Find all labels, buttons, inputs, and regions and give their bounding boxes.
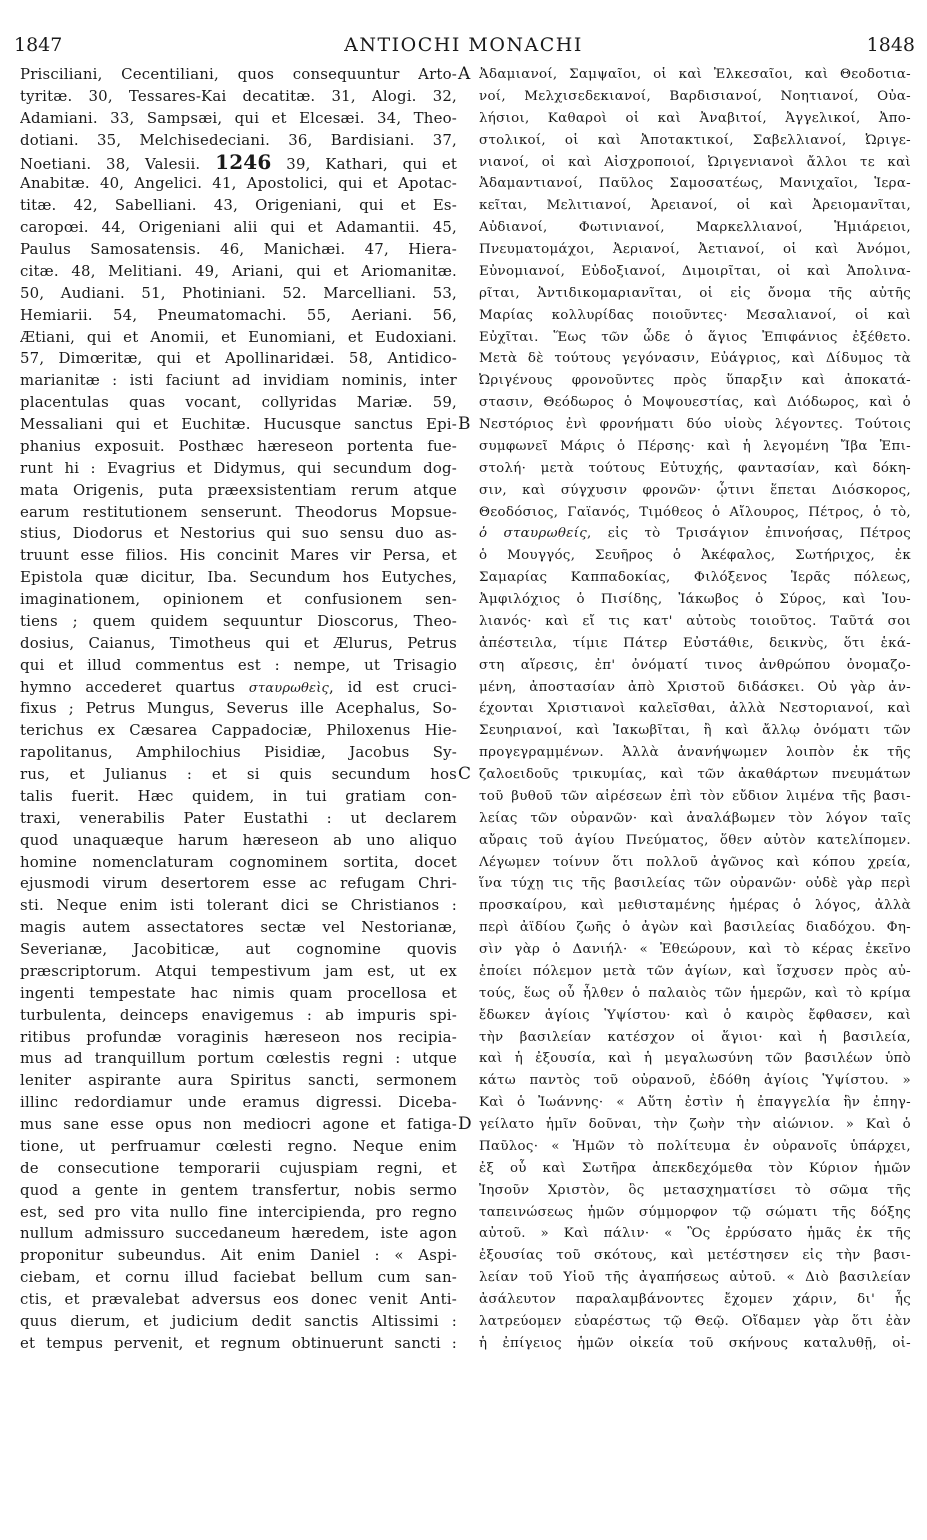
- margin-marker-a: A: [458, 64, 471, 84]
- latin-line: præscriptorum. Atqui tempestivum jam est, ut ex: [20, 961, 457, 980]
- greek-line: ἀπέστειλα, τίμιε Πάτερ Εὐστάθιε, δεικνὺς, ὅτι ἑκά-: [479, 635, 911, 651]
- latin-line: titæ. 42, Sabelliani. 43, Origeniani, qui et Es-: [20, 196, 457, 215]
- greek-line: μένη, ἀποστασίαν ἀπὸ Χριστοῦ διδάσκει. Οὐ γὰρ ἀν-: [479, 679, 911, 695]
- greek-line: κεῖται, Μελιτιανοί, Ἀρειανοί, οἱ καὶ Ἀρειομανῖται,: [479, 198, 911, 214]
- greek-word: σταυρωθεὶς: [248, 680, 329, 696]
- greek-line: Πνευματομάχοι, Ἀεριανοί, Ἀετιανοί, οἱ καὶ Ἀνόμοι,: [479, 242, 911, 257]
- latin-line: quod unaquæque harum hæreseon ab uno aliquo: [20, 830, 457, 849]
- latin-line: proponitur subeundus. Ait enim Daniel : « Aspi-: [20, 1246, 457, 1265]
- latin-line: et tempus pervenit, et regnum obtinuerunt sancti :: [20, 1333, 457, 1352]
- latin-line: imaginationem, opinionem et confusionem sen-: [20, 590, 457, 608]
- latin-column: [20, 64, 457, 1355]
- greek-line: Μετὰ δὲ τούτους γεγόνασιν, Εὐάγριος, καὶ Δίδυμος τὰ: [479, 351, 911, 367]
- greek-line: καὶ ἡ ἐξουσία, καὶ ἡ μεγαλωσύνη τῶν βασιλέων ὑπὸ: [479, 1051, 911, 1067]
- greek-line: ταπεινώσεως ἡμῶν σύμμορφον τῷ σώματι τῆς δόξης: [479, 1204, 911, 1220]
- greek-line: στασιν, Θεόδωρος ὁ Μοψουεστίας, καὶ Διόδωρος, καὶ ὁ: [479, 395, 911, 411]
- latin-line: placentulas quas vocant, collyridas Mariæ. 59,: [20, 393, 457, 412]
- greek-line: Ἀμφιλόχιος ὁ Πισίδης, Ἰάκωβος ὁ Σύρος, καὶ Ἰου-: [479, 592, 911, 607]
- greek-line: αὔραις τοῦ ἁγίου Πνεύματος, ὅθεν αὐτὸν κατελίπομεν.: [479, 832, 911, 848]
- latin-line: homine nomenclaturam cognominem sortita, docet: [20, 852, 457, 871]
- greek-line: τούς, ἕως οὗ ἦλθεν ὁ παλαιὸς τῶν ἡμερῶν, καὶ τὸ κρίμα: [479, 985, 911, 1001]
- latin-line: caropœi. 44, Origeniani alii qui et Adamantii. 45,: [20, 218, 457, 237]
- latin-line: ritibus profundæ voraginis hæreseon nos recipia-: [20, 1027, 457, 1046]
- greek-line: αὐτοῦ. » Καὶ πάλιν· « Ὃς ἐρρύσατο ἡμᾶς ἐκ τῆς: [479, 1226, 911, 1242]
- left-column-number: 1847: [14, 34, 63, 56]
- margin-marker-c: C: [458, 764, 472, 784]
- greek-line: λείαν τοῦ Υἱοῦ τῆς ἀγαπήσεως αὐτοῦ. « Διὸ βασιλείαν: [479, 1270, 911, 1286]
- greek-line: ἵνα τύχῃ τις τῆς βασιλείας τῶν οὐρανῶν· οὐδὲ γὰρ περὶ: [479, 876, 911, 892]
- latin-line: ctis, et prævalebat adversus eos donec venit Anti-: [20, 1290, 457, 1308]
- latin-line: Hemiarii. 54, Pneumatomachi. 55, Aeriani. 56,: [20, 305, 457, 324]
- greek-line: έχονται Χριστιανοὶ καλεῖσθαι, ἀλλὰ Νεστοριανοί, καὶ: [479, 701, 911, 717]
- greek-line: ἡ ἐπίγειος ἡμῶν οἰκεία τοῦ σκήνους καταλυθῇ, οἰ-: [479, 1335, 911, 1351]
- greek-line: λείας τῶν οὐρανῶν· καὶ ἀναλάβωμεν τὸν λόγον ταῖς: [479, 810, 911, 826]
- greek-line: νιανοί, οἱ καὶ Αἰσχροποιοί, Ὠριγενιανοὶ ἄλλοι τε καὶ: [479, 154, 911, 170]
- column-number-marker: 1246: [215, 151, 272, 174]
- greek-line: λιανός· καὶ εἴ τις κατ' αὐτοὺς τοιοῦτος. Ταῦτά σοι: [479, 613, 911, 629]
- right-column-number: 1848: [866, 34, 915, 56]
- latin-segment: , id est cruci-: [328, 677, 457, 696]
- latin-line: Severianæ, Jacobiticæ, aut cognomine quovis: [20, 940, 457, 958]
- greek-line: προγεγραμμένων. Ἀλλὰ ἀνανήψωμεν λοιπὸν ἐκ τῆς: [479, 745, 911, 761]
- latin-line: Paulus Samosatensis. 46, Manichæi. 47, Hiera-: [20, 240, 457, 258]
- latin-line: truunt esse filios. His concinit Mares vir Persa, et: [20, 546, 457, 565]
- latin-line: Adamiani. 33, Sampsæi, qui et Elcesæi. 34, Theo-: [20, 108, 457, 127]
- latin-line: de consecutione temporarii cujuspiam regni, et: [20, 1158, 457, 1177]
- greek-line: σὶν γὰρ ὁ Δανιήλ· « Ἐθεώρουν, καὶ τὸ κέρας ἐκεῖνο: [479, 942, 911, 957]
- margin-marker-b: B: [458, 414, 471, 434]
- greek-line: λατρεύομεν εὐαρέστως τῷ Θεῷ. Οἴδαμεν γὰρ ὅτι ἐὰν: [479, 1313, 911, 1329]
- greek-line: Λέγωμεν τοίνυν ὅτι πολλοῦ ἀγῶνος καὶ κόπου χρεία,: [479, 854, 911, 870]
- latin-line: nullum admissuro succedaneum hæredem, iste agon: [20, 1224, 457, 1243]
- latin-line: earum restitutionem senserunt. Theodorus Mopsue-: [20, 502, 457, 521]
- greek-line: Θεοδόσιος, Γαϊανός, Τιμόθεος ὁ Αἴλουρος, Πέτρος, ὁ τὸ,: [479, 504, 911, 520]
- latin-line: quus dierum, et judicium dedit sanctis Altissimi :: [20, 1311, 457, 1330]
- latin-line: runt hi : Evagrius et Didymus, qui secundum dog-: [20, 458, 457, 477]
- greek-line: γείλατο ἡμῖν δοῦναι, τὴν ζωὴν τὴν αἰώνιον. » Καὶ ὁ: [479, 1117, 911, 1132]
- latin-line: phanius exposuit. Posthæc hæreseon portenta fue-: [20, 436, 457, 455]
- margin-marker-d: D: [458, 1114, 472, 1134]
- latin-line: Epistola quæ dicitur, Iba. Secundum hos Eutyches,: [20, 568, 457, 587]
- latin-line: citæ. 48, Melitiani. 49, Ariani, qui et Ariomanitæ.: [20, 261, 457, 280]
- latin-line: marianitæ : isti faciunt ad invidiam nominis, inter: [20, 371, 457, 390]
- greek-italic-phrase: ὁ σταυρωθείς: [479, 526, 588, 542]
- latin-line: Messaliani qui et Euchitæ. Hucusque sanctus Epi-: [20, 415, 457, 433]
- greek-line: [479, 523, 911, 545]
- greek-line: ἀσάλευτον παραλαμβάνοντες ἔχομεν χάριν, δι' ἧς: [479, 1292, 911, 1307]
- greek-line: Νεστόριος ἐνὶ φρονήματι δύο υἱοὺς λέγοντες. Τούτοις: [479, 417, 911, 432]
- latin-line: stius, Diodorus et Nestorius qui suo sensu duo as-: [20, 524, 457, 543]
- latin-line: magis autem assectatores sectæ vel Nestorianæ,: [20, 918, 457, 937]
- greek-line: συμφωνεῖ Μάρις ὁ Πέρσης· καὶ ἡ λεγομένη Ἴβα Ἐπι-: [479, 438, 911, 454]
- greek-line: ρῖται, Ἀντιδικομαριανῖται, οἱ εἰς ὄνομα τῆς αὐτῆς: [479, 285, 911, 301]
- greek-line: κάτω παντὸς τοῦ οὐρανοῦ, ἐδόθη ἁγίοις Ὑψίστου. »: [479, 1073, 911, 1089]
- latin-line: Prisciliani, Cecentiliani, quos consequuntur Arto-: [20, 65, 457, 83]
- greek-line: λήσιοι, Καθαροὶ οἱ καὶ Ἀναβιτοί, Ἀγγελικοί, Ἀπο-: [479, 110, 911, 126]
- greek-line: Ὠριγένους φρονοῦντες πρὸς ὕπαρξιν καὶ ἀποκατά-: [479, 373, 911, 389]
- greek-line: περὶ ἀϊδίου ζωῆς ὁ ἀγὼν καὶ βασιλείας διαδόχου. Φη-: [479, 920, 911, 936]
- greek-line: Εὐχῖται. Ἕως τῶν ὧδε ὁ ἅγιος Ἐπιφάνιος ἐξέθετο.: [479, 329, 911, 345]
- latin-line: [20, 677, 457, 699]
- latin-line: tione, ut perfruamur cœlesti regno. Neque enim: [20, 1136, 457, 1155]
- greek-column: [479, 64, 911, 1355]
- greek-line: τὴν βασιλείαν κατέσχον οἱ ἅγιοι· καὶ ἡ βασιλεία,: [479, 1029, 911, 1045]
- latin-line: rus, et Julianus : et si quis secundum hos: [20, 765, 457, 783]
- greek-line: Ἰησοῦν Χριστὸν, ὃς μετασχηματίσει τὸ σῶμα τῆς: [479, 1182, 911, 1198]
- latin-line: ingenti tempestate hac nimis quam procellosa et: [20, 983, 457, 1002]
- latin-line: mus ad tranquillum portum cœlestis regni : utque: [20, 1049, 457, 1068]
- greek-line: Ἀδαμιανοί, Σαμψαῖοι, οἱ καὶ Ἐλκεσαῖοι, καὶ Θεοδοτια-: [479, 67, 911, 82]
- greek-line: Ἀδαμαντιανοί, Παῦλος Σαμοσατέως, Μανιχαῖοι, Ἱερα-: [479, 176, 911, 192]
- greek-line: Μαρίας κολλυρίδας ποιοῦντες· Μεσαλιανοί, οἱ καὶ: [479, 307, 911, 323]
- latin-segment: Noetiani. 38, Valesii.: [20, 154, 201, 173]
- latin-line: Ætiani, qui et Anomii, et Eunomiani, et Eudoxiani.: [20, 327, 457, 346]
- greek-line: στολικοί, οἱ καὶ Ἀποτακτικοί, Σαβελλιανοί, Ὠριγε-: [479, 132, 911, 148]
- greek-line: σιν, καὶ σύγχυσιν φρονῶν· ᾧτινι ἕπεται Διόσκορος,: [479, 482, 911, 498]
- latin-line: quod a gente in gentem transfertur, nobis sermo: [20, 1180, 457, 1199]
- latin-line: illinc redordiamur unde eramus digressi. Diceba-: [20, 1093, 457, 1112]
- latin-line: tiens ; quem quidem sequuntur Dioscorus, Theo-: [20, 611, 457, 630]
- latin-line: dotiani. 35, Melchisedeciani. 36, Bardisiani. 37,: [20, 130, 457, 149]
- greek-line: Παῦλος· « Ἡμῶν τὸ πολίτευμα ἐν οὐρανοῖς ὑπάρχει,: [479, 1138, 911, 1154]
- latin-line: tyritæ. 30, Tessares-Kai decatitæ. 31, Alogi. 32,: [20, 86, 457, 105]
- latin-line: turbulenta, deinceps enavigemus : ab impuris spi-: [20, 1005, 457, 1024]
- greek-line: προσκαίρου, καὶ μεθισταμένης ἡμέρας ὁ λόγος, ἀλλὰ: [479, 898, 911, 914]
- latin-segment: 39, Kathari, qui et: [286, 154, 457, 173]
- running-title: ANTIOCHI MONACHI: [344, 34, 583, 56]
- greek-line: Αὐδιανοί, Φωτινιανοί, Μαρκελλιανοί, Ἡμιάρειοι,: [479, 220, 911, 236]
- greek-segment: , εἰς τὸ Τρισάγιον ἐπινοήσας, Πέτρος: [587, 526, 911, 542]
- greek-line: στολή· μετὰ τούτους Εὐτυχής, φαντασίαν, καὶ δόκη-: [479, 460, 911, 476]
- latin-line: talis fuerit. Hæc quidem, in tui gratiam con-: [20, 786, 457, 805]
- latin-line: 50, Audiani. 51, Photiniani. 52. Marcelliani. 53,: [20, 283, 457, 302]
- latin-line: mus sane esse opus non mediocri agone et fatiga-: [20, 1115, 457, 1133]
- latin-line: est, sed pro vita nullo fine intercipienda, pro regno: [20, 1202, 457, 1221]
- greek-line: ὁ Μουγγός, Σευῆρος ὁ Ἀκέφαλος, Σωτήριχος, ἐκ: [479, 548, 911, 564]
- latin-line: terichus ex Cæsarea Cappadociæ, Philoxenus Hie-: [20, 721, 457, 740]
- latin-line: sti. Neque enim isti tolerant dici se Christianos :: [20, 896, 457, 915]
- latin-line: 57, Dimœritæ, qui et Apollinaridæi. 58, Antidico-: [20, 349, 457, 368]
- greek-line: νοί, Μελχισεδεκιανοί, Βαρδισιανοί, Νοητιανοί, Οὐα-: [479, 88, 911, 104]
- greek-line: ἐποίει πόλεμον μετὰ τῶν ἁγίων, καὶ ἴσχυσεν πρὸς αὐ-: [479, 963, 911, 979]
- latin-line: traxi, venerabilis Pater Eustathi : ut declarem: [20, 808, 457, 827]
- latin-segment: hymno accederet quartus: [20, 677, 236, 696]
- latin-line: ciebam, et cornu illud faciebat bellum cum san-: [20, 1268, 457, 1287]
- latin-line: fixus ; Petrus Mungus, Severus ille Acephalus, So-: [20, 699, 457, 718]
- latin-line: Anabitæ. 40, Angelici. 41, Apostolici, qui et Apotac-: [20, 174, 457, 193]
- latin-line: leniter aspirante aura Spiritus sancti, sermonem: [20, 1071, 457, 1090]
- greek-line: ἔδωκεν ἁγίοις Ὑψίστου· καὶ ὁ καιρὸς ἔφθασεν, καὶ: [479, 1007, 911, 1023]
- greek-line: ἐξ οὗ καὶ Σωτῆρα ἀπεκδεχόμεθα τὸν Κύριον ἡμῶν: [479, 1160, 911, 1176]
- greek-line: Εὐνομιανοί, Εὐδοξιανοί, Διμοιρῖται, οἱ καὶ Ἀπολινα-: [479, 263, 911, 279]
- latin-line: ejusmodi virum desertorem esse ac refugam Chri-: [20, 874, 457, 893]
- latin-line: dosius, Caianus, Timotheus qui et Ælurus, Petrus: [20, 633, 457, 652]
- latin-line: [20, 152, 457, 174]
- latin-line: rapolitanus, Amphilochius Pisidiæ, Jacobus Sy-: [20, 743, 457, 762]
- latin-line: qui et illud commentus est : nempe, ut Trisagio: [20, 655, 457, 674]
- greek-line: ζαλοειδοῦς τρικυμίας, καὶ τῶν ἀκαθάρτων πνευμάτων: [479, 767, 911, 782]
- greek-line: Σαμαρίας Καππαδοκίας, Φιλόξενος Ἱερᾶς πόλεως,: [479, 570, 911, 586]
- greek-line: Καὶ ὁ Ἰωάννης· « Αὕτη ἐστὶν ἡ ἐπαγγελία ἣν ἐπηγ-: [479, 1095, 911, 1111]
- page-header: [0, 0, 927, 60]
- latin-line: mata Origenis, puta præexsistentiam rerum atque: [20, 480, 457, 499]
- greek-line: τοῦ βυθοῦ τῶν αἱρέσεων ἐπὶ τὸν εὔδιον λιμένα τῆς βασι-: [479, 788, 911, 804]
- greek-line: ἐξουσίας τοῦ σκότους, καὶ μετέστησεν εἰς τὴν βασι-: [479, 1248, 911, 1264]
- greek-line: Σευηριανοί, καὶ Ἰακωβῖται, ἢ καὶ ἄλλῳ ὀνόματι τῶν: [479, 723, 911, 739]
- greek-line: στη αἵρεσις, ἐπ' ὀνόματί τινος ἀνθρώπου ὀνομαζο-: [479, 657, 911, 673]
